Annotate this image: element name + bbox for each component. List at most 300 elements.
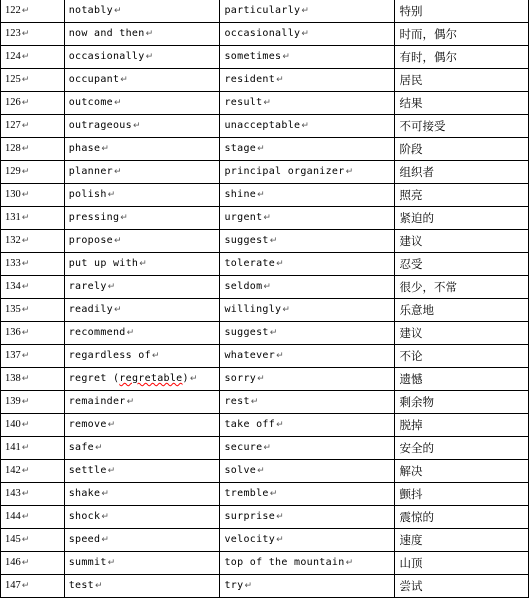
chinese-meaning-cell[interactable] bbox=[395, 437, 529, 460]
row-number-cell[interactable] bbox=[1, 92, 65, 115]
row-number-cell[interactable] bbox=[1, 575, 65, 598]
table-row bbox=[1, 253, 529, 276]
paragraph-mark-icon: ↵ bbox=[301, 6, 310, 16]
row-number-text: 144 bbox=[5, 511, 21, 522]
synonym-text: principal organizer bbox=[224, 166, 345, 177]
row-number-cell[interactable] bbox=[1, 391, 65, 414]
table-row bbox=[1, 23, 529, 46]
row-number-cell[interactable] bbox=[1, 345, 65, 368]
table-row bbox=[1, 460, 529, 483]
row-number-cell[interactable] bbox=[1, 207, 65, 230]
synonym-text: willingly bbox=[224, 304, 282, 315]
chinese-meaning-text: 紧迫的 bbox=[399, 210, 434, 225]
paragraph-mark-icon: ↵ bbox=[282, 305, 291, 315]
table-row bbox=[1, 483, 529, 506]
chinese-meaning-text: 特别 bbox=[399, 3, 423, 18]
paragraph-mark-icon: ↵ bbox=[113, 236, 122, 246]
synonym-cell[interactable] bbox=[220, 161, 395, 184]
paragraph-mark-icon: ↵ bbox=[257, 190, 265, 200]
row-number-cell[interactable] bbox=[1, 368, 65, 391]
paragraph-mark-icon: ↵ bbox=[113, 6, 122, 16]
row-number-cell[interactable] bbox=[1, 322, 65, 345]
table-row bbox=[1, 138, 529, 161]
row-number-text: 129 bbox=[5, 166, 21, 177]
row-number-cell[interactable] bbox=[1, 0, 65, 23]
paragraph-mark-icon: ↵ bbox=[244, 581, 253, 591]
synonym-text: particularly bbox=[224, 5, 301, 16]
row-number-cell[interactable] bbox=[1, 161, 65, 184]
word-cell[interactable] bbox=[64, 575, 220, 598]
word-cell[interactable] bbox=[64, 437, 220, 460]
synonym-cell[interactable] bbox=[220, 460, 395, 483]
synonym-cell[interactable] bbox=[220, 23, 395, 46]
chinese-meaning-text: 速度 bbox=[399, 532, 423, 547]
chinese-meaning-text: 脱掉 bbox=[399, 417, 423, 432]
row-number-cell[interactable] bbox=[1, 529, 65, 552]
synonym-text: sometimes bbox=[224, 51, 282, 62]
paragraph-mark-icon: ↵ bbox=[276, 75, 284, 85]
word-cell[interactable] bbox=[64, 23, 220, 46]
row-number-text: 123 bbox=[5, 28, 21, 39]
word-cell[interactable] bbox=[64, 414, 220, 437]
word-cell[interactable] bbox=[64, 391, 220, 414]
paragraph-mark-icon: ↵ bbox=[21, 558, 30, 568]
word-cell[interactable] bbox=[64, 92, 220, 115]
synonym-text: velocity bbox=[224, 534, 276, 545]
word-cell[interactable] bbox=[64, 115, 220, 138]
row-number-cell[interactable] bbox=[1, 299, 65, 322]
chinese-meaning-text: 组织者 bbox=[399, 164, 434, 179]
chinese-meaning-cell[interactable] bbox=[395, 184, 529, 207]
table-row bbox=[1, 437, 529, 460]
chinese-meaning-text: 颤抖 bbox=[399, 486, 423, 501]
word-text: rarely bbox=[68, 281, 107, 292]
paragraph-mark-icon: ↵ bbox=[113, 305, 122, 315]
table-row bbox=[1, 92, 529, 115]
paragraph-mark-icon: ↵ bbox=[95, 443, 103, 453]
table-row bbox=[1, 0, 529, 23]
row-number-text: 137 bbox=[5, 350, 21, 361]
paragraph-mark-icon: ↵ bbox=[21, 374, 30, 384]
chinese-meaning-cell[interactable] bbox=[395, 253, 529, 276]
synonym-text: seldom bbox=[224, 281, 263, 292]
chinese-meaning-cell[interactable] bbox=[395, 483, 529, 506]
synonym-text: whatever bbox=[224, 350, 276, 361]
word-cell[interactable] bbox=[64, 161, 220, 184]
row-number-cell[interactable] bbox=[1, 69, 65, 92]
paragraph-mark-icon: ↵ bbox=[276, 351, 284, 361]
paragraph-mark-icon: ↵ bbox=[132, 121, 141, 131]
synonym-cell[interactable] bbox=[220, 575, 395, 598]
row-number-text: 142 bbox=[5, 465, 21, 476]
paragraph-mark-icon: ↵ bbox=[282, 52, 291, 62]
word-cell[interactable] bbox=[64, 483, 220, 506]
paragraph-mark-icon: ↵ bbox=[276, 259, 284, 269]
paragraph-mark-icon: ↵ bbox=[113, 167, 122, 177]
chinese-meaning-text: 忍受 bbox=[399, 256, 423, 271]
row-number-text: 141 bbox=[5, 442, 21, 453]
table-row bbox=[1, 322, 529, 345]
row-number-text: 125 bbox=[5, 74, 21, 85]
synonym-cell[interactable] bbox=[220, 115, 395, 138]
paragraph-mark-icon: ↵ bbox=[21, 581, 30, 591]
table-row bbox=[1, 276, 529, 299]
paragraph-mark-icon: ↵ bbox=[276, 535, 284, 545]
chinese-meaning-cell[interactable] bbox=[395, 575, 529, 598]
synonym-cell[interactable] bbox=[220, 184, 395, 207]
row-number-cell[interactable] bbox=[1, 460, 65, 483]
paragraph-mark-icon: ↵ bbox=[107, 420, 116, 430]
row-number-text: 122 bbox=[5, 5, 21, 16]
synonym-cell[interactable] bbox=[220, 207, 395, 230]
chinese-meaning-cell[interactable] bbox=[395, 161, 529, 184]
word-cell[interactable] bbox=[64, 230, 220, 253]
paragraph-mark-icon: ↵ bbox=[263, 443, 272, 453]
chinese-meaning-text: 不可接受 bbox=[399, 118, 446, 133]
row-number-cell[interactable] bbox=[1, 46, 65, 69]
synonym-text: occasionally bbox=[224, 28, 301, 39]
word-cell[interactable] bbox=[64, 253, 220, 276]
chinese-meaning-cell[interactable] bbox=[395, 345, 529, 368]
row-number-text: 133 bbox=[5, 258, 21, 269]
word-text: shock bbox=[68, 511, 101, 522]
paragraph-mark-icon: ↵ bbox=[145, 29, 154, 39]
synonym-text: unacceptable bbox=[224, 120, 301, 131]
paragraph-mark-icon: ↵ bbox=[189, 374, 198, 384]
paragraph-mark-icon: ↵ bbox=[301, 121, 310, 131]
paragraph-mark-icon: ↵ bbox=[263, 98, 272, 108]
row-number-text: 128 bbox=[5, 143, 21, 154]
word-text: outrageous bbox=[68, 120, 132, 131]
row-number-cell[interactable] bbox=[1, 253, 65, 276]
row-number-cell[interactable] bbox=[1, 184, 65, 207]
paragraph-mark-icon: ↵ bbox=[21, 512, 30, 522]
chinese-meaning-text: 建议 bbox=[399, 325, 423, 340]
paragraph-mark-icon: ↵ bbox=[276, 512, 284, 522]
word-text: notably bbox=[68, 5, 113, 16]
row-number-cell[interactable] bbox=[1, 23, 65, 46]
synonym-cell[interactable] bbox=[220, 414, 395, 437]
paragraph-mark-icon: ↵ bbox=[139, 259, 148, 269]
chinese-meaning-text: 解决 bbox=[399, 463, 423, 478]
row-number-cell[interactable] bbox=[1, 506, 65, 529]
synonym-text: tremble bbox=[224, 488, 269, 499]
chinese-meaning-cell[interactable] bbox=[395, 0, 529, 23]
synonym-cell[interactable] bbox=[220, 483, 395, 506]
synonym-text: solve bbox=[224, 465, 257, 476]
synonym-cell[interactable] bbox=[220, 391, 395, 414]
chinese-meaning-text: 时而，偶尔 bbox=[399, 26, 457, 41]
table-row bbox=[1, 391, 529, 414]
row-number-text: 131 bbox=[5, 212, 21, 223]
table-row bbox=[1, 299, 529, 322]
word-cell[interactable] bbox=[64, 552, 220, 575]
vocabulary-table-body bbox=[1, 0, 529, 598]
word-text: safe bbox=[68, 442, 95, 453]
word-text: settle bbox=[68, 465, 107, 476]
chinese-meaning-text: 山顶 bbox=[399, 555, 423, 570]
paragraph-mark-icon: ↵ bbox=[21, 167, 30, 177]
synonym-cell[interactable] bbox=[220, 552, 395, 575]
word-text: shake bbox=[68, 488, 101, 499]
chinese-meaning-cell[interactable] bbox=[395, 92, 529, 115]
synonym-text: suggest bbox=[224, 327, 269, 338]
word-text: polish bbox=[68, 189, 107, 200]
chinese-meaning-cell[interactable] bbox=[395, 368, 529, 391]
paragraph-mark-icon: ↵ bbox=[269, 489, 278, 499]
row-number-text: 130 bbox=[5, 189, 21, 200]
word-cell[interactable] bbox=[64, 506, 220, 529]
word-text: occupant bbox=[68, 74, 120, 85]
paragraph-mark-icon: ↵ bbox=[269, 236, 278, 246]
word-cell[interactable] bbox=[64, 0, 220, 23]
row-number-cell[interactable] bbox=[1, 276, 65, 299]
row-number-cell[interactable] bbox=[1, 230, 65, 253]
word-text: summit bbox=[68, 557, 107, 568]
word-text: now and then bbox=[68, 28, 145, 39]
paragraph-mark-icon: ↵ bbox=[257, 374, 265, 384]
paragraph-mark-icon: ↵ bbox=[21, 489, 30, 499]
paragraph-mark-icon: ↵ bbox=[276, 420, 284, 430]
synonym-cell[interactable] bbox=[220, 92, 395, 115]
synonym-cell[interactable] bbox=[220, 322, 395, 345]
chinese-meaning-cell[interactable] bbox=[395, 414, 529, 437]
word-text: regardless of bbox=[68, 350, 151, 361]
table-row bbox=[1, 368, 529, 391]
chinese-meaning-cell[interactable] bbox=[395, 276, 529, 299]
chinese-meaning-cell[interactable] bbox=[395, 230, 529, 253]
paragraph-mark-icon: ↵ bbox=[21, 443, 30, 453]
paragraph-mark-icon: ↵ bbox=[263, 282, 272, 292]
word-text: remove bbox=[68, 419, 107, 430]
synonym-cell[interactable] bbox=[220, 46, 395, 69]
word-cell[interactable] bbox=[64, 368, 220, 391]
chinese-meaning-text: 尝试 bbox=[399, 578, 423, 593]
chinese-meaning-cell[interactable] bbox=[395, 552, 529, 575]
word-text: regret (regretable) bbox=[68, 373, 189, 384]
paragraph-mark-icon: ↵ bbox=[301, 29, 310, 39]
synonym-cell[interactable] bbox=[220, 506, 395, 529]
row-number-text: 140 bbox=[5, 419, 21, 430]
paragraph-mark-icon: ↵ bbox=[120, 213, 129, 223]
row-number-cell[interactable] bbox=[1, 552, 65, 575]
chinese-meaning-cell[interactable] bbox=[395, 138, 529, 161]
paragraph-mark-icon: ↵ bbox=[250, 397, 259, 407]
paragraph-mark-icon: ↵ bbox=[21, 397, 30, 407]
synonym-text: top of the mountain bbox=[224, 557, 345, 568]
chinese-meaning-text: 阶段 bbox=[399, 141, 423, 156]
chinese-meaning-text: 结果 bbox=[399, 95, 423, 110]
table-row bbox=[1, 115, 529, 138]
table-row bbox=[1, 506, 529, 529]
synonym-cell[interactable] bbox=[220, 253, 395, 276]
synonym-text: stage bbox=[224, 143, 257, 154]
synonym-cell[interactable] bbox=[220, 230, 395, 253]
paragraph-mark-icon: ↵ bbox=[101, 535, 110, 545]
spelling-error-underline: regretable bbox=[119, 373, 183, 384]
paragraph-mark-icon: ↵ bbox=[21, 259, 30, 269]
paragraph-mark-icon: ↵ bbox=[107, 190, 116, 200]
row-number-text: 134 bbox=[5, 281, 21, 292]
paragraph-mark-icon: ↵ bbox=[21, 328, 30, 338]
row-number-text: 135 bbox=[5, 304, 21, 315]
row-number-text: 146 bbox=[5, 557, 21, 568]
row-number-text: 136 bbox=[5, 327, 21, 338]
synonym-text: rest bbox=[224, 396, 250, 407]
chinese-meaning-cell[interactable] bbox=[395, 115, 529, 138]
row-number-text: 139 bbox=[5, 396, 21, 407]
chinese-meaning-cell[interactable] bbox=[395, 322, 529, 345]
row-number-text: 127 bbox=[5, 120, 21, 131]
synonym-cell[interactable] bbox=[220, 368, 395, 391]
table-row bbox=[1, 230, 529, 253]
paragraph-mark-icon: ↵ bbox=[21, 190, 30, 200]
paragraph-mark-icon: ↵ bbox=[21, 305, 30, 315]
paragraph-mark-icon: ↵ bbox=[21, 144, 30, 154]
synonym-cell[interactable] bbox=[220, 0, 395, 23]
paragraph-mark-icon: ↵ bbox=[21, 535, 30, 545]
synonym-text: urgent bbox=[224, 212, 263, 223]
paragraph-mark-icon: ↵ bbox=[126, 397, 135, 407]
row-number-cell[interactable] bbox=[1, 115, 65, 138]
word-cell[interactable] bbox=[64, 207, 220, 230]
word-cell[interactable] bbox=[64, 184, 220, 207]
synonym-text: sorry bbox=[224, 373, 257, 384]
row-number-text: 126 bbox=[5, 97, 21, 108]
chinese-meaning-text: 遗憾 bbox=[399, 371, 423, 386]
row-number-cell[interactable] bbox=[1, 437, 65, 460]
table-row bbox=[1, 207, 529, 230]
table-row bbox=[1, 575, 529, 598]
word-cell[interactable] bbox=[64, 299, 220, 322]
chinese-meaning-text: 很少，不常 bbox=[399, 279, 457, 294]
chinese-meaning-text: 居民 bbox=[399, 72, 423, 87]
chinese-meaning-cell[interactable] bbox=[395, 506, 529, 529]
paragraph-mark-icon: ↵ bbox=[107, 282, 116, 292]
paragraph-mark-icon: ↵ bbox=[263, 213, 272, 223]
synonym-cell[interactable] bbox=[220, 437, 395, 460]
chinese-meaning-text: 建议 bbox=[399, 233, 423, 248]
word-text: speed bbox=[68, 534, 101, 545]
paragraph-mark-icon: ↵ bbox=[21, 213, 30, 223]
chinese-meaning-cell[interactable] bbox=[395, 207, 529, 230]
row-number-text: 143 bbox=[5, 488, 21, 499]
word-text: occasionally bbox=[68, 51, 145, 62]
word-text: remainder bbox=[68, 396, 126, 407]
paragraph-mark-icon: ↵ bbox=[21, 282, 30, 292]
chinese-meaning-text: 有时，偶尔 bbox=[399, 49, 457, 64]
word-text: pressing bbox=[68, 212, 120, 223]
table-row bbox=[1, 414, 529, 437]
paragraph-mark-icon: ↵ bbox=[101, 144, 110, 154]
chinese-meaning-text: 震惊的 bbox=[399, 509, 434, 524]
paragraph-mark-icon: ↵ bbox=[101, 489, 110, 499]
synonym-cell[interactable] bbox=[220, 276, 395, 299]
synonym-text: suggest bbox=[224, 235, 269, 246]
synonym-text: shine bbox=[224, 189, 257, 200]
paragraph-mark-icon: ↵ bbox=[101, 512, 110, 522]
table-row bbox=[1, 161, 529, 184]
chinese-meaning-cell[interactable] bbox=[395, 460, 529, 483]
row-number-text: 124 bbox=[5, 51, 21, 62]
word-cell[interactable] bbox=[64, 345, 220, 368]
synonym-cell[interactable] bbox=[220, 299, 395, 322]
chinese-meaning-cell[interactable] bbox=[395, 23, 529, 46]
table-row bbox=[1, 69, 529, 92]
chinese-meaning-cell[interactable] bbox=[395, 391, 529, 414]
synonym-text: secure bbox=[224, 442, 263, 453]
chinese-meaning-cell[interactable] bbox=[395, 69, 529, 92]
chinese-meaning-text: 乐意地 bbox=[399, 302, 434, 317]
paragraph-mark-icon: ↵ bbox=[21, 52, 30, 62]
word-cell[interactable] bbox=[64, 322, 220, 345]
synonym-text: surprise bbox=[224, 511, 276, 522]
word-cell[interactable] bbox=[64, 69, 220, 92]
table-row bbox=[1, 345, 529, 368]
word-cell[interactable] bbox=[64, 46, 220, 69]
paragraph-mark-icon: ↵ bbox=[21, 466, 30, 476]
paragraph-mark-icon: ↵ bbox=[21, 6, 30, 16]
chinese-meaning-text: 剩余物 bbox=[399, 394, 434, 409]
word-text: put up with bbox=[68, 258, 139, 269]
paragraph-mark-icon: ↵ bbox=[113, 98, 122, 108]
synonym-cell[interactable] bbox=[220, 529, 395, 552]
paragraph-mark-icon: ↵ bbox=[345, 558, 354, 568]
synonym-text: tolerate bbox=[224, 258, 276, 269]
chinese-meaning-text: 不论 bbox=[399, 348, 423, 363]
synonym-text: take off bbox=[224, 419, 276, 430]
word-text: readily bbox=[68, 304, 113, 315]
chinese-meaning-cell[interactable] bbox=[395, 529, 529, 552]
table-row bbox=[1, 529, 529, 552]
word-text: planner bbox=[68, 166, 113, 177]
synonym-cell[interactable] bbox=[220, 345, 395, 368]
paragraph-mark-icon: ↵ bbox=[21, 236, 30, 246]
paragraph-mark-icon: ↵ bbox=[21, 351, 30, 361]
synonym-cell[interactable] bbox=[220, 138, 395, 161]
word-text: phase bbox=[68, 143, 101, 154]
paragraph-mark-icon: ↵ bbox=[257, 144, 265, 154]
chinese-meaning-text: 照亮 bbox=[399, 187, 423, 202]
synonym-cell[interactable] bbox=[220, 69, 395, 92]
paragraph-mark-icon: ↵ bbox=[21, 121, 30, 131]
row-number-text: 132 bbox=[5, 235, 21, 246]
paragraph-mark-icon: ↵ bbox=[21, 29, 30, 39]
word-text: propose bbox=[68, 235, 113, 246]
chinese-meaning-text: 安全的 bbox=[399, 440, 434, 455]
paragraph-mark-icon: ↵ bbox=[269, 328, 278, 338]
table-row bbox=[1, 552, 529, 575]
paragraph-mark-icon: ↵ bbox=[257, 466, 265, 476]
row-number-cell[interactable] bbox=[1, 483, 65, 506]
paragraph-mark-icon: ↵ bbox=[95, 581, 103, 591]
paragraph-mark-icon: ↵ bbox=[107, 558, 116, 568]
paragraph-mark-icon: ↵ bbox=[145, 52, 154, 62]
row-number-cell[interactable] bbox=[1, 414, 65, 437]
word-cell[interactable] bbox=[64, 460, 220, 483]
paragraph-mark-icon: ↵ bbox=[21, 420, 30, 430]
row-number-cell[interactable] bbox=[1, 138, 65, 161]
paragraph-mark-icon: ↵ bbox=[345, 167, 354, 177]
synonym-text: resident bbox=[224, 74, 276, 85]
word-cell[interactable] bbox=[64, 276, 220, 299]
chinese-meaning-cell[interactable] bbox=[395, 299, 529, 322]
word-cell[interactable] bbox=[64, 529, 220, 552]
paragraph-mark-icon: ↵ bbox=[126, 328, 135, 338]
chinese-meaning-cell[interactable] bbox=[395, 46, 529, 69]
paragraph-mark-icon: ↵ bbox=[120, 75, 129, 85]
word-cell[interactable] bbox=[64, 138, 220, 161]
